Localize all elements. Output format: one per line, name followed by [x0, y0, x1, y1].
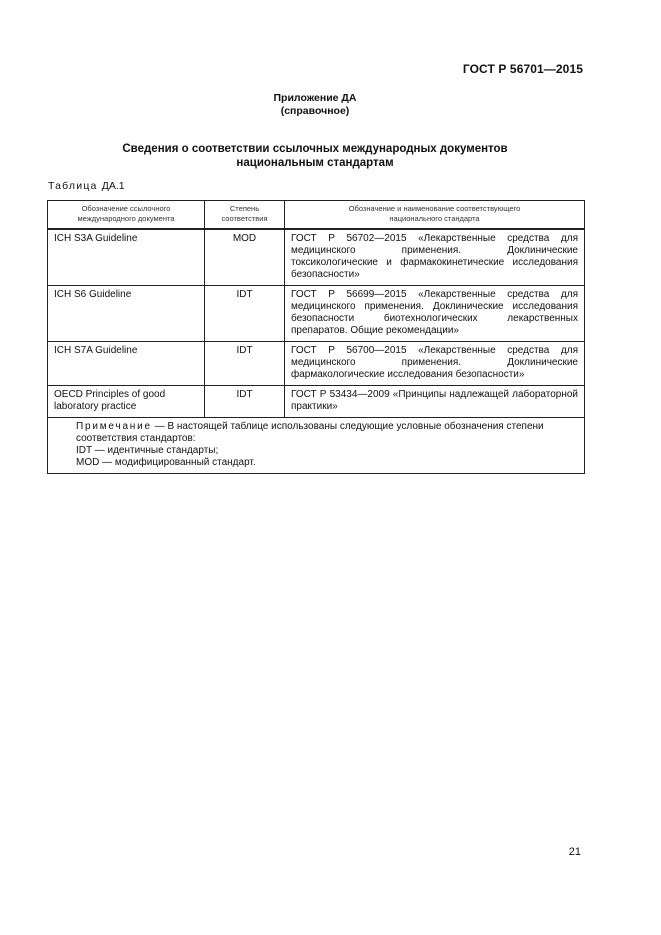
section-title: [0, 142, 630, 170]
table-row: [48, 342, 585, 386]
cell-degree: IDT: [205, 386, 285, 418]
note-item: IDT — идентичные стандарты;: [76, 445, 219, 456]
table-header-row: [48, 201, 585, 230]
column-header-international-doc: Обозначение ссылочного международного документа: [48, 201, 205, 230]
cell-national-standard: ГОСТ Р 56702—2015 «Лекарственные средства для медицинского применения. Доклинические токсикологические и фармакокинетические исследования безопасности»: [285, 229, 585, 286]
cell-international-doc: ICH S6 Guideline: [48, 286, 205, 342]
table-row: [48, 386, 585, 418]
cell-degree: IDT: [205, 286, 285, 342]
cell-international-doc: ICH S3A Guideline: [48, 229, 205, 286]
cell-national-standard: ГОСТ Р 56700—2015 «Лекарственные средства для медицинского применения. Доклинические фармакологические исследования безопасности»: [285, 342, 585, 386]
table-caption: [48, 180, 125, 192]
annex-subtitle: (справочное): [280, 105, 350, 117]
table-row: [48, 229, 585, 286]
note-text: — В настоящей таблице использованы следующие условные обозначения степени соответствия стандартов:: [76, 421, 544, 444]
correspondence-table: [47, 200, 585, 474]
column-header-degree: Степень соответствия: [205, 201, 285, 230]
section-title-line: Сведения о соответствии ссылочных международных документов: [122, 143, 508, 155]
table-note: [48, 418, 585, 474]
document-code: ГОСТ Р 56701—2015: [462, 62, 583, 76]
annex-title: Приложение ДА: [273, 92, 357, 104]
table-row: [48, 286, 585, 342]
cell-international-doc: OECD Principles of good laboratory practice: [48, 386, 205, 418]
note-item: MOD — модифицированный стандарт.: [76, 457, 256, 468]
cell-degree: IDT: [205, 342, 285, 386]
cell-national-standard: ГОСТ Р 53434—2009 «Принципы надлежащей лабораторной практики»: [285, 386, 585, 418]
column-header-national-standard: Обозначение и наименование соответствующего национального стандарта: [285, 201, 585, 230]
note-label: Примечание: [76, 421, 152, 432]
table-caption-label: Таблица: [48, 180, 98, 192]
annex-heading: [0, 92, 630, 118]
table-note-row: [48, 418, 585, 474]
cell-national-standard: ГОСТ Р 56699—2015 «Лекарственные средства для медицинского применения. Доклинические исследования безопасности биотехнологических лекарственных препаратов. Общие рекомендации»: [285, 286, 585, 342]
cell-international-doc: ICH S7A Guideline: [48, 342, 205, 386]
section-title-line: национальным стандартам: [236, 157, 394, 169]
page-number: 21: [568, 846, 581, 858]
table-caption-number: ДА.1: [101, 180, 125, 192]
cell-degree: MOD: [205, 229, 285, 286]
